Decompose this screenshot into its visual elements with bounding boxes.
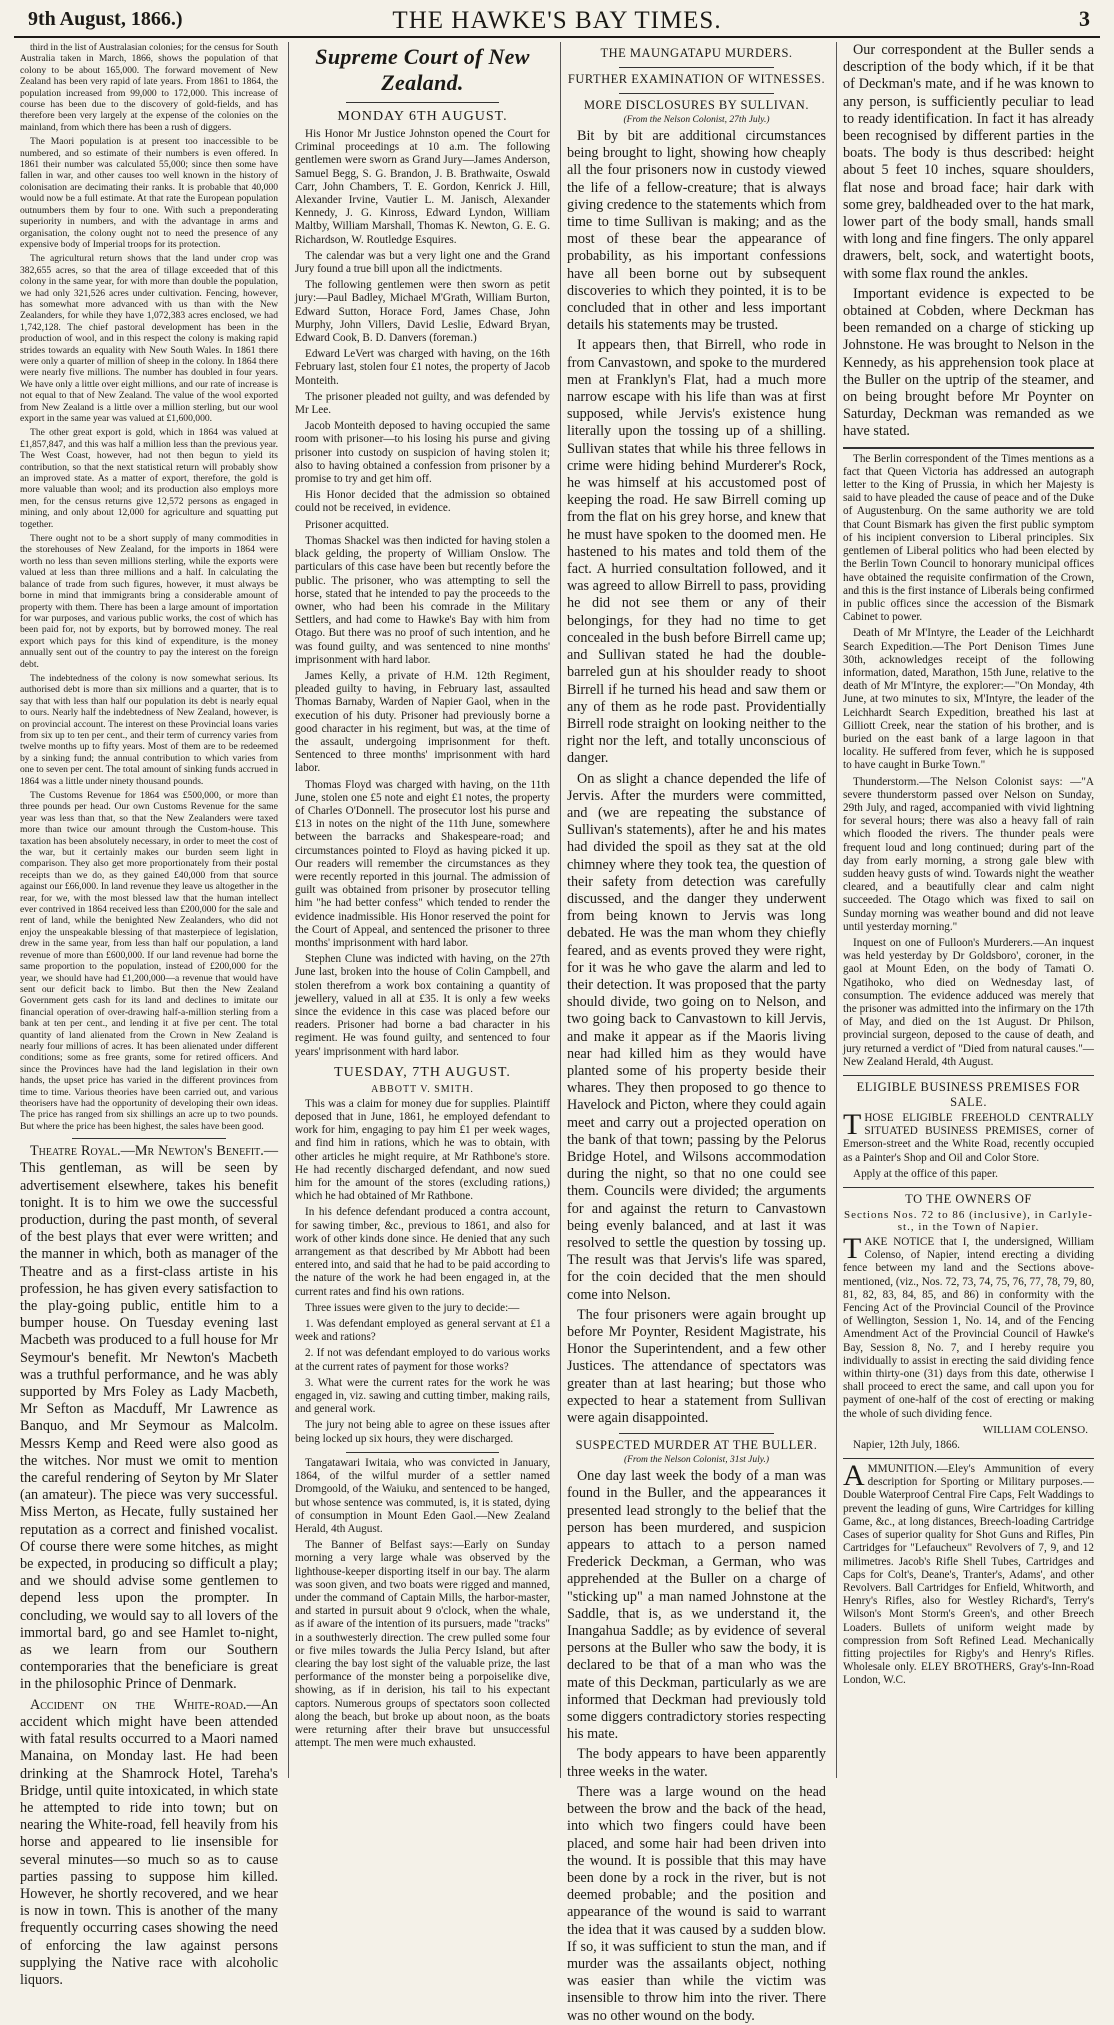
theatre-heading: Theatre Royal.—Mr Newton's Benefit.	[30, 1143, 264, 1160]
buller-heading: SUSPECTED MURDER AT THE BULLER.	[575, 1438, 818, 1453]
ad-owners-text: TAKE NOTICE that I, the undersigned, William Colenso, of Napier, intend erecting a dividing fence between my land and the Sections above-mentioned, (viz., Nos. 72, 73, 74, 75, 76, 77, 78, 79, 80, 81, 82, 83, 84, 85, and 86) in conformity with the Fencing Act of the Provincial Council of the Province of Wellington, Session 1, No. 14, and of the Fencing Amendment Act of the Provincial Council of Hawke's Bay, Session 8, No. 7, and I hereby require you individually to assist in erecting the said dividing fence within thirty-one (31) days from this date, otherwise I shall proceed to erect the same, and call upon you for payment of one-half of the cost of erecting or making the whole of such dividing fence.	[843, 1232, 1094, 1420]
divider	[72, 1138, 227, 1139]
maungatapu-subheading: FURTHER EXAMINATION OF WITNESSES.	[567, 72, 826, 86]
article-paragraph: The indebtedness of the colony is now somewhat serious. Its authorised debt is more than six millions and a quarter, that is to say that with less than half our population its debt is nearly equal to ours. Nearly half the indebtedness of New Zealand, however, is on provincial account. The interest on these Provincial loans varies from six up to ten per cent., and their term of currency varies from twelve months up to fifty years. Most of them are to be redeemed by a sinking fund; the annual contribution to which varies from one to seven per cent. The total amount of sinking funds accrued in 1864 was a little under ninety thousand pounds.	[20, 672, 278, 787]
article-paragraph: His Honor Mr Justice Johnston opened the Court for Criminal proceedings at 10 a.m. The following gentlemen were sworn as Grand Jury—James Anderson, Samuel Begg, S. G. Brandon, J. B. Brathwaite, Oswald Carr, John Chambers, T. E. Gordon, Kenrick J. Hill, Alexander Irvine, Vautier L. M. Janisch, Alexander Kennedy, J. G. Kinross, Edward Lyndon, William Maltby, William Marshall, Thomas K. Newton, G. E. G. Richardson, W. Routledge Esquires.	[295, 128, 550, 246]
ad-owners-subheading: Sections Nos. 72 to 86 (inclusive), in Carlyle-st., in the Town of Napier.	[844, 1209, 1093, 1234]
article-paragraph: Three issues were given to the jury to decide:—	[305, 1301, 520, 1314]
article-paragraph: His Honor decided that the admission so obtained could not be received, in evidence.	[295, 489, 550, 515]
article-paragraph: James Kelly, a private of H.M. 12th Regiment, pleaded guilty to having, in February last, assaulted Thomas Barnaby, Warden of Napier Gaol, when in the execution of his duty. Prisoner had previously borne a good character in his regiment, but was, at the time of the assault, undergoing imprisonment for theft. Sentenced to three months' imprisonment with hard labor.	[295, 669, 550, 775]
divider	[619, 93, 774, 94]
article-paragraph: Prisoner acquitted.	[305, 518, 389, 531]
article-paragraph: Thomas Shackel was then indicted for having stolen a black gelding, the property of William Onslow. The particulars of this case have been but recently before the public. The prisoner, who was attempting to sell the horse, stated that he intended to pay the proceeds to the owner, who had been his comrade in the Military Settlers, and had come to Hawke's Bay with him from Otago. But there was no proof of such intention, and he was found guilty, and was sentenced to nine months' imprisonment with hard labor.	[295, 534, 550, 666]
page-number: 3	[1079, 6, 1090, 31]
accident-text: —An accident which might have been attended with fatal results occurred to a Maori named Manaina, on Monday last. He had been drinking at the Shamrock Hotel, Tareha's Bridge, until quite intoxicated, in which state he attempted to ride into town; but on nearing the White-road, fell heavily from his horse and appeared to lie insensible for several minutes—so much so as to cause parties passing to suppose him killed. However, he shortly recovered, and we hear is now in town. This is another of the many frequently occurring cases showing the need of enforcing the law against persons supplying the Native race with alcoholic liquors.	[20, 1696, 278, 1988]
article-paragraph: It appears then, that Birrell, who rode in from Canvastown, and spoke to the murdered men at Franklyn's Flat, had a much more narrow escape with his life than was at first supposed, while Jervis's existence hung literally upon the tossing up of a shilling. Sullivan states that while his three fellows in crime were hiding behind Murderer's Rock, he was himself at his accustomed post of keeping the road. He saw Birrell coming up from the flat on his grey horse, and knew that he must have spoken to the doomed men. He hastened to his mates and told them of the fact. A hurried consultation followed, and it was agreed to allow Birrell to pass, providing he did not see them or any of their belongings, for they had no time to get concealed in the bush before Birrell came up; and Sullivan stated he had the double-barreled gun at his shoulder ready to shoot Birrell if he turned his head and saw them or any of them as he rode past. Providentially Birrell rode straight on looking neither to the right nor the left, and totally unconscious of danger.	[567, 337, 826, 767]
article-paragraph: Important evidence is expected to be obtained at Cobden, where Deckman has been remanded on a charge of sticking up Johnstone. He was brought to Nelson in the Kennedy, as his apprehension took place at the Buller on the uptrip of the steamer, and on being brought before Mr Poynter on Saturday, Deckman was remanded as we have stated.	[843, 285, 1094, 440]
issue-date: 9th August, 1866.)	[28, 8, 183, 30]
column-2	[288, 42, 556, 1778]
case-heading: ABBOTT V. SMITH.	[371, 1083, 474, 1095]
article-paragraph: There was a large wound on the head between the brow and the back of the head, into which two fingers could have been placed, and some hair had been driven into the wound. It is possible that this may have been done by a rock in the river, but is not deemed probable; and the position and appearance of the wound is said to warrant the idea that it was caused by a sudden blow. If so, it was sufficient to stun the man, and if murder was the assailants object, nothing was easier than while the victim was insensible to throw him into the river. There was no other wound on the body.	[567, 1783, 826, 2024]
article-paragraph: The calendar was but a very light one and the Grand Jury found a true bill upon all the indictments.	[295, 249, 550, 276]
divider	[843, 1075, 1094, 1076]
article-paragraph: Tangatawari Iwitaia, who was convicted in January, 1864, of the wilful murder of a settler named Dromgoold, of the Waiuku, and sentenced to be hanged, but whose sentence was commuted, is, it is stated, dying of consumption in Mount Eden Gaol.—New Zealand Herald, 4th August.	[295, 1456, 550, 1535]
article-paragraph: Stephen Clune was indicted with having, on the 27th June last, broken into the house of Colin Campbell, and stolen therefrom a work box containing a quantity of jewellery, valued in all at £35. It is only a few weeks since the evidence in this case was placed before our readers. Prisoner had borne a bad character in his regiment. He was found guilty, and sentenced to four years' imprisonment with hard labor.	[295, 953, 550, 1058]
article-paragraph: There ought not to be a short supply of many commodities in the storehouses of New Zealand, for the imports in 1864 were worth no less than seven millions sterling, while the exports were valued at less than three millions and a half. In calculating the balance of trade from such figures, however, it must always be borne in mind that immigrants bring a considerable amount of property with them. There has been a large amount of importation for war purposes, and various public works, the cost of which has been paid for, not by exports, but by borrowed money. The real export which pays for this kind of expenditure, is the money annually sent out of the country to pay the interest on the foreign debt.	[20, 533, 278, 670]
article-paragraph: Our correspondent at the Buller sends a description of the body which, if it be that of Deckman's mate, and if he was known to any person, is sufficiently peculiar to lead to ready identification. In fact it has already been recognised by different parties in the boats. The body is thus described: height about 5 feet 10 inches, square shoulders, flat nose and broad face; hair dark with some grey, baldheaded over to the hat mark, lower part of the body small, hands small with long and fine fingers. The only apparel drawers, belt, sock, and watertight boots, with some flax round the ankles.	[843, 42, 1094, 282]
maungatapu-heading: THE MAUNGATAPU MURDERS.	[600, 46, 793, 60]
article-paragraph: The following gentlemen were then sworn as petit jury:—Paul Badley, Michael M'Grath, William Burton, Edward Sutton, Horace Ford, James Chase, John Murphy, John Villers, David Leslie, Edward Bryan, Edward Cook, B. D. Danvers (foreman.)	[295, 279, 550, 345]
article-paragraph: Bit by bit are additional circumstances being brought to light, showing how cheaply all the four prisoners now in custody viewed the life of a fellow-creature; that is always giving credence to the statements which from time to time Sullivan is making; and as the most of these bear the appearance of probability, as his important confessions have all been borne out by subsequent discoveries to which they pointed, it is to be concluded that in other and less important details his statements may be trusted.	[567, 128, 826, 334]
divider	[619, 1433, 774, 1434]
ad-premises-text: THOSE ELIGIBLE FREEHOLD CENTRALLY SITUATED BUSINESS PREMISES, corner of Emerson-street and the White Road, recently occupied as a Painter's Shop and Oil and Color Store.	[843, 1108, 1094, 1164]
article-paragraph: The Banner of Belfast says:—Early on Sunday morning a very large whale was observed by the lighthouse-keeper disporting itself in our bay. The alarm was soon given, and two boats were rigged and manned, under the command of Captain Mills, the harbor-master, and started in pursuit about 9 o'clock, when the whale, as if aware of the intention of its pursuers, made "tracks" in a southwesterly direction. The crew pulled some four or five miles towards the Julia Percy Island, but after clearing the bay lost sight of the valuable prize, the last performance of the monster being a porpoiselike dive, showing, as if in derision, his tail to his expectant captors. Numerous groups of spectators soon collected along the beach, but broke up about noon, as the boats were returning after their brave but unsuccessful attempt. The men were much exhausted.	[295, 1539, 550, 1750]
monday-heading: MONDAY 6TH AUGUST.	[337, 109, 508, 124]
article-paragraph: Inquest on one of Fulloon's Murderers.—An inquest was held yesterday by Dr Goldsboro', coroner, in the gaol at Mount Eden, on the body of Tamati O. Ngatihoko, who died on Wednesday last, of consumption. The evidence adduced was merely that the prisoner was admitted into the infirmary on the 17th of May, and died on the 1st August. Dr Philson, provincial surgeon, deposed to the cause of death, and jury returned a verdict of "Died from natural causes."—New Zealand Herald, 4th August.	[843, 936, 1094, 1068]
article-paragraph: The jury not being able to agree on these issues after being locked up six hours, they were discharged.	[295, 1419, 550, 1445]
column-1	[14, 42, 284, 1988]
article-paragraph: One day last week the body of a man was found in the Buller, and the appearances it presented lead strongly to the belief that the person has been murdered, and suspicion appears to attach to a person named Frederick Deckman, a German, who was apprehended at the Buller on a charge of "sticking up" a man named Johnstone at the Saddle, that is, as we understand it, the Inangahua Saddle; as by evidence of several persons at the Buller who saw the body, it is declared to be that of a man who was the mate of this Deckman, particularly as we are informed that Deckman had previously told some diggers contradictory stories respecting his mate.	[567, 1468, 826, 1743]
divider	[346, 1452, 499, 1453]
ad-ammunition-text: AMMUNITION.—Eley's Ammunition of every description for Sporting or Military purposes.—Double Waterproof Central Fire Caps, Felt Waddings to prevent the leading of guns, Wire Cartridges for killing Game, &c., at long distances, Breech-loading Cartridge Cases of superior quality for Shot Guns and Rifles, Pin Cartridges for "Lefaucheux" Revolvers of 7, 9, and 12 milimetres. Jacob's Rifle Shell Tubes, Cartridges and Caps for Colt's, Deane's, Tranter's, Adams', and other Revolvers. Ball Cartridges for Enfield, Whitworth, and Henry's Rifles, also for Westley Richard's, Terry's Wilson's Mont Storm's Green's, and other Breech Loaders. Bullets of uniform weight made by compression from Soft Refined Lead. Mechanically fitting projectiles for Rigby's and Henry's Rifles. Wholesale only. ELEY BROTHERS, Gray's-Inn-Road London, W.C.	[843, 1459, 1094, 1687]
tuesday-heading: TUESDAY, 7TH AUGUST.	[334, 1064, 511, 1080]
article-paragraph: This was a claim for money due for supplies. Plaintiff deposed that in June, 1861, he employed defendant to work for him, engaging to pay him £1 per week wages, and find him in rations, which he was to obtain, with other articles he might require, at Mr Rathbone's store. He had recently discharged defendant, and now sued him for the amount of the stores (excluding rations,) which he had obtained of Mr Rathbone.	[295, 1097, 550, 1203]
article-paragraph: third in the list of Australasian colonies; for the census for South Australia taken in March, 1866, shows the population of that colony to be about 165,000. The forward movement of New Zealand has been very rapid of late years. From 1861 to 1864, the population increased from 99,000 to 172,000. This increase of course has been due to the discovery of gold-fields, and has therefore been very largely at the expense of the colonies on the mainland, from which there has been a rush of diggers.	[20, 42, 278, 133]
disclosures-heading: MORE DISCLOSURES BY SULLIVAN.	[584, 98, 809, 112]
newspaper-title: THE HAWKE'S BAY TIMES.	[392, 7, 722, 34]
article-paragraph: The agricultural return shows that the land under crop was 382,655 acres, so that the area of tillage exceeded that of this colony in the same year, for with more than double the population, we had only 321,526 acres under cultivation. Fencing, however, has somewhat more advanced with us than with the New Zealanders, for while they have 1,072,383 acres enclosed, we had 1,742,128. The chief pastoral development has been in the production of wool, and in this respect the colony is making rapid strides towards an equality with New South Wales. In 1861 there were only a quarter of million of sheep in the colony. In 1864 there were nearly five millions. The number has doubled in four years. We have only a little over eight millions, and our rate of increase is not equal to that of New Zealand. The value of the wool exported from New Zealand is a little over a million sterling, but our wool export in the same year was valued at £1,600,000.	[20, 253, 278, 424]
accident-heading: Accident on the White-road.	[30, 1696, 247, 1713]
court-heading: Supreme Court of New Zealand.	[315, 44, 530, 95]
divider	[843, 1187, 1094, 1188]
ad-owners-heading: TO THE OWNERS OF	[905, 1192, 1032, 1207]
article-paragraph: The other great export is gold, which in 1864 was valued at £1,857,847, and this was half a million less than the previous year. The West Coast, however, had not then begun to yield its contribution, so that the next statistical return will probably show an improved state. As a matter of export, therefore, the gold is more valuable than wool; and its production also employs more men, for the census returns give 12,572 persons as engaged in mining, and only about 12,000 for agriculture and squatting put together.	[20, 427, 278, 530]
article-paragraph: Death of Mr M'Intyre, the Leader of the Leichhardt Search Expedition.—The Port Denison Times June 30th, acknowledges receipt of the following information, dated, Marathon, 15th June, relative to the death of Mr M'Intyre, the explorer:—"On Monday, 4th June, at two minutes to six, M'Intyre, the leader of the Leichhardt Search Expedition, breathed his last at Gilliott Creek, near the station of his brother, and is buried on the east bank of a large lagoon in that locality. He suffered from fever, which he is supposed to have caught in Burke Town."	[843, 627, 1094, 772]
divider	[346, 102, 499, 103]
ad-owners-date: Napier, 12th July, 1866.	[853, 1438, 960, 1451]
ad-premises-apply: Apply at the office of this paper.	[853, 1167, 998, 1180]
article-paragraph: Edward LeVert was charged with having, on the 16th February last, stolen four £1 notes, the property of Jacob Monteith.	[295, 348, 550, 387]
source-note: (From the Nelson Colonist, 27th July.)	[623, 115, 770, 125]
divider	[619, 67, 774, 68]
accident-item	[20, 1697, 278, 1989]
article-paragraph: The Customs Revenue for 1864 was £500,000, or more than three pounds per head. Our own Customs Revenue for the same year was less than that, so that the New Zealanders were taxed more than twice our amount through the Custom-house. This taxation has been absolutely necessary, in order to meet the cost of the war, but it certainly makes our burden seem light in comparison. They also get more proportionately from their postal receipts than we do, as they gained £40,000 from that source against our £66,000. In land revenue they leave us altogether in the rear, for we, with the most blessed law that the human intellect ever contrived in 1864 received less than £200,000 for the sale and rent of land, while the benighted New Zealanders, who did not enjoy the unspeakable blessing of that masterpiece of legislation, drew in the same year, from less than half our population, a land revenue of more than £600,000. If our land revenue had borne the same proportion to the population, instead of £200,000 for the year, we should have had £1,200,000—a revenue that would have sent our deficit back to limbo. But then the New Zealand Government gets cash for its land and declines to imitate our financial operation of over-drawing half-a-million sterling from a bank at ten per cent., and lending it at five per cent. The total quantity of land alienated from the Crown in New Zealand is nearly four millions of acres. It has been alienated under different conditions; some as free grants, some for retired officers. And since the Provinces have had the land legislation in their own hands, the upset price has varied in the different provinces from time to time. Various theories have been carried out, and various theorisers have had the opportunity of developing their own ideas. The price has ranged from six shillings an acre up to two pounds. But where the price has been highest, the sales have been good.	[20, 790, 278, 1132]
column-4	[836, 42, 1100, 1778]
ad-premises-heading: ELIGIBLE BUSINESS PREMISES FOR SALE.	[856, 1080, 1081, 1110]
article-paragraph: The Berlin correspondent of the Times mentions as a fact that Queen Victoria has addressed an autograph letter to the King of Prussia, in which her Majesty is said to have pleaded the cause of peace and of the Duke of Augustenburg. On the same authority we are told that Count Bismark has given the first public symptom of his incipient conversion to Liberal principles. Six gentlemen of Liberal politics who had been elected by the Berlin Town Council to honorary municipal offices have obtained the requisite confirmation of the Crown, and this is the first instance of Liberals being confirmed in public offices since the accession of the Bismark Cabinet to power.	[843, 452, 1094, 624]
article-paragraph: The four prisoners were again brought up before Mr Poynter, Resident Magistrate, his Honor the Superintendent, and a few other Justices. The attendance of spectators was greater than at last hearing; but those who expected to hear a statement from Sullivan were again disappointed.	[567, 1306, 826, 1427]
divider	[843, 447, 1094, 449]
article-paragraph: Thomas Floyd was charged with having, on the 11th June, stolen one £5 note and eight £1 notes, the property of Charles O'Donnell. The prosecutor lost his purse and £13 in notes on the night of the 11th June, somewhere between the barracks and Shakespeare-road; and circumstances pointed to Floyd as having picked it up. Our readers will remember the circumstances as they were recently reported in this journal. The admission of guilt was obtained from prisoner by prosecutor telling him "he had better confess" which tended to render the evidence inadmissible. His Honor reserved the point for the Court of Appeal, and sentenced the prisoner to three months' imprisonment with hard labor.	[295, 778, 550, 949]
article-paragraph: 1. Was defendant employed as general servant at £1 a week and rations?	[295, 1318, 550, 1344]
theatre-item	[20, 1143, 278, 1694]
masthead	[14, 6, 1100, 38]
article-paragraph: Thunderstorm.—The Nelson Colonist says: —"A severe thunderstorm passed over Nelson on Sunday, 29th July, and raged, accompanied with vivid lightning for several hours; there was also a heavy fall of rain which flooded the rivers. The thunder peals were frequent loud and long continued; during part of the day from early morning, a strong gale blew with sudden heavy gusts of wind. Towards night the weather cleared, and a beautifully clear and calm night succeeded. The Otago which was fixed to sail on Sunday morning was weather bound and did not leave until yesterday morning."	[843, 775, 1094, 933]
article-paragraph: The Maori population is at present too inaccessible to be numbered, and so estimate of their numbers is even offered. In 1861 their number was calculated 55,000; since then some have fallen in war, and other causes too well known in the history of colonisation are decimating their ranks. It is probable that 40,000 would now be a full estimate. At that rate the European population outnumbers them by four to one. With such a preponderating superiority in numbers, and with the advantage in arms and organisation, the colony ought not to need the presence of any expensive body of Imperial troops for its protection.	[20, 136, 278, 250]
article-paragraph: Jacob Monteith deposed to having occupied the same room with prisoner—to his losing his purse and giving prisoner into custody on suspicion of having stolen it; also to having obtained a confession from prisoner by a promise to try and get him off.	[295, 420, 550, 486]
article-paragraph: In his defence defendant produced a contra account, for sawing timber, &c., previous to 1861, and also for work of other kinds done since. He denied that any such arrangement as that described by Mr Abbott had been entered into, and said that he had to be paid according to the nature of the work he had been engaged in, at the current rates and find his own rations.	[295, 1206, 550, 1298]
ad-owners-signature: WILLIAM COLENSO.	[982, 1423, 1088, 1436]
article-paragraph: 2. If not was defendant employed to do various works at the current rates of payment for those works?	[295, 1347, 550, 1373]
article-paragraph: 3. What were the current rates for the work he was engaged in, viz. sawing and cutting timber, making rails, and general work.	[295, 1376, 550, 1416]
article-paragraph: The prisoner pleaded not guilty, and was defended by Mr Lee.	[295, 390, 550, 417]
column-3	[560, 42, 832, 2024]
divider	[843, 1458, 1094, 1459]
source-note: (From the Nelson Colonist, 31st July.)	[623, 1455, 770, 1466]
theatre-text: —This gentleman, as will be seen by advertisement elsewhere, takes his benefit tonight. It is to him we owe the successful production, during the past month, of several of the best plays that ever were written; and the manner in which, both as manager of the Theatre and as a first-class artiste in his profession, he has given every satisfaction to the play-going public, entitle him to a bumper house. On Tuesday evening last Macbeth was produced to a full house for Mr Seymour's benefit. Mr Newton's Macbeth was a truthful performance, and he was ably supported by Mrs Foley as Lady Macbeth, Mr Sefton as Macduff, Mr Lawrence as Banquo, and Mr Seymour as Malcolm. Messrs Kemp and Reed were also good as the witches. Nor must we omit to mention the careful rendering of Seyton by Mr Slater (an amateur). The piece was very successful. Miss Merton, as Hecate, fully sustained her reputation as a correct and finished vocalist. Of course there were some hitches, as might be expected, in producing so difficult a play; and we should advise some gentlemen to depend less upon the prompter. In concluding, we would say to all lovers of the immortal bard, go and see Hamlet to-night, as we learn from our Southern contemporaries that the beneficiare is great in the philosophic Prince of Denmark.	[20, 1143, 278, 1693]
article-paragraph: On as slight a chance depended the life of Jervis. After the murders were committed, and (we are repeating the substance of Sullivan's statements), after he and his mates had divided the spoil as they sat at the old chimney where they took tea, the question of their safety from detection was carefully discussed, and the danger they underwent from being known to Jervis was long debated. He was the man whom they chiefly feared, and as events proved they were right, for it was he who gave the alarm and led to their detection. It was proposed that the party should divide, two going on to Nelson, and two going back to Canvastown to kill Jervis, and make it appear as if the Maoris living near had killed him as they would have planted some of his property beside their whares. They then proposed to go thence to Havelock and Picton, where they could again meet and carry out a projected operation on the bank of that town; passing by the Pelorus Bridge Hotel, and Wilsons accommodation during the night, so that no one could see them. Councils were divided; the arguments for and against the return to Canvastown being evenly balanced, and at last it was resolved to settle the question by tossing up. The result was that Jervis's life was spared, for the coin decided that the men should come into Nelson.	[567, 770, 826, 1303]
article-paragraph: The body appears to have been apparently three weeks in the water.	[567, 1746, 826, 1780]
